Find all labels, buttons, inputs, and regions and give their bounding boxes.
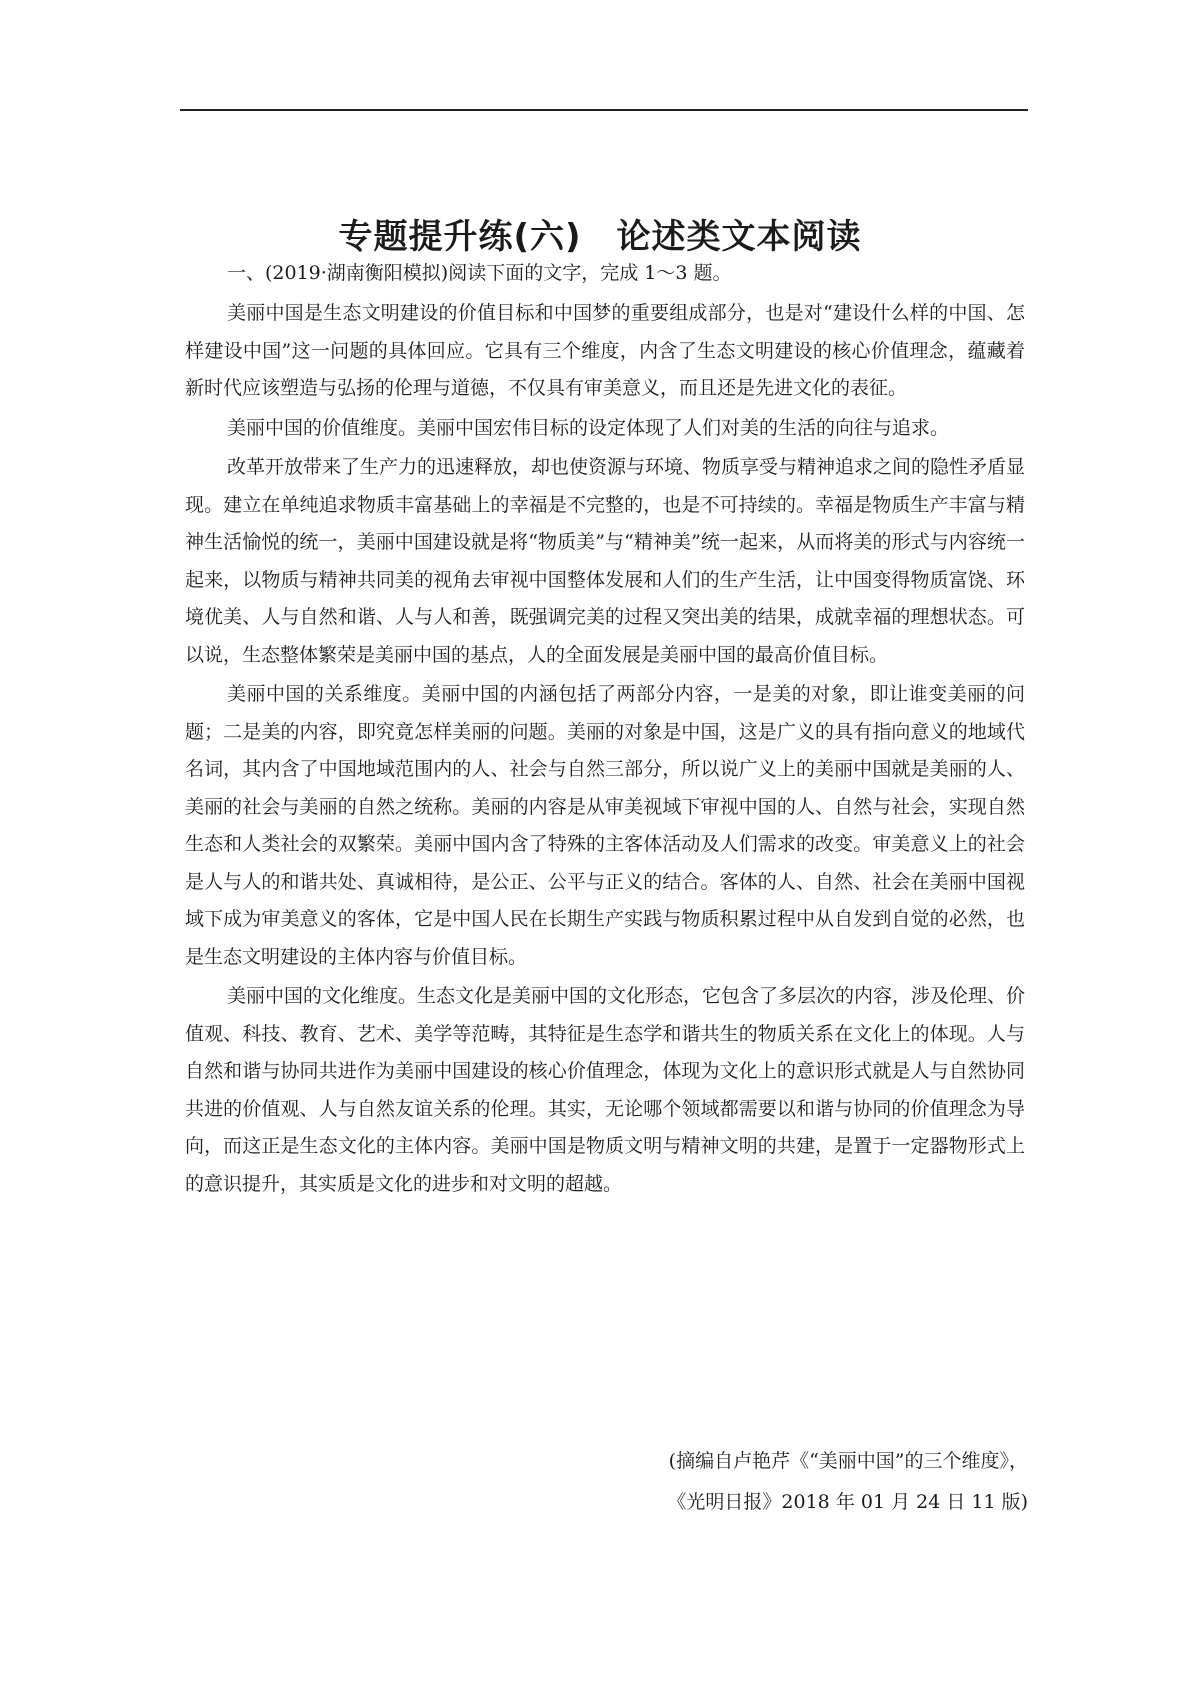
header-rule (180, 109, 1028, 111)
page-title: 专题提升练(六) 论述类文本阅读 (338, 216, 862, 257)
paragraph: 美丽中国的文化维度。生态文化是美丽中国的文化形态，它包含了多层次的内容，涉及伦理、价值观、科技、教育、艺术、美学等范畴，其特征是生态学和谐共生的物质关系在文化上的体现。人与自然和谐与协同共进作为美丽中国建设的核心价值理念，体现为文化上的意识形式就是人与自然协同共进的价值观、人与自然友谊关系的伦理。其实，无论哪个领域都需要以和谐与协同的价值理念为导向，而这正是生态文化的主体内容。美丽中国是物质文明与精神文明的共建，是置于一定器物形式上的意识提升，其实质是文化的进步和对文明的超越。 (185, 985, 1026, 1195)
paragraph: 美丽中国是生态文明建设的价值目标和中国梦的重要组成部分，也是对“建设什么样的中国、怎样建设中国”这一问题的具体回应。它具有三个维度，内含了生态文明建设的核心价值理念，蕴藏着新时代应该塑造与弘扬的伦理与道德，不仅具有审美意义，而且还是先进文化的表征。 (185, 302, 1025, 399)
question-intro: 一、(2019·湖南衡阳模拟)阅读下面的文字，完成 1～3 题。 (227, 262, 732, 284)
article-body (185, 255, 1025, 1203)
paragraph: 美丽中国的关系维度。美丽中国的内涵包括了两部分内容，一是美的对象，即让谁变美丽的问题；二是美的内容，即究竟怎样美丽的问题。美丽的对象是中国，这是广义的具有指向意义的地域代名词，其内含了中国地域范围内的人、社会与自然三部分，所以说广义上的美丽中国就是美丽的人、美丽的社会与美丽的自然之统称。美丽的内容是从审美视域下审视中国的人、自然与社会，实现自然生态和人类社会的双繁荣。美丽中国内含了特殊的主客体活动及人们需求的改变。审美意义上的社会是人与人的和谐共处、真诚相待，是公正、公平与正义的结合。客体的人、自然、社会在美丽中国视域下成为审美意义的客体，它是中国人民在长期生产实践与物质积累过程中从自发到自觉的必然，也是生态文明建设的主体内容与价值目标。 (185, 683, 1025, 968)
source-citation (667, 1441, 1028, 1523)
source-line-2: 《光明日报》2018 年 01 月 24 日 11 版) (667, 1491, 1028, 1513)
paragraph: 改革开放带来了生产力的迅速释放，却也使资源与环境、物质享受与精神追求之间的隐性矛盾显现。建立在单纯追求物质丰富基础上的幸福是不完整的，也是不可持续的。幸福是物质生产丰富与精神生活愉悦的统一，美丽中国建设就是将“物质美”与“精神美”统一起来，从而将美的形式与内容统一起来，以物质与精神共同美的视角去审视中国整体发展和人们的生产生活，让中国变得物质富饶、环境优美、人与自然和谐、人与人和善，既强调完美的过程又突出美的结果，成就幸福的理想状态。可以说，生态整体繁荣是美丽中国的基点，人的全面发展是美丽中国的最高价值目标。 (185, 456, 1026, 666)
paragraph: 美丽中国的价值维度。美丽中国宏伟目标的设定体现了人们对美的生活的向往与追求。 (227, 416, 950, 439)
source-line-1: (摘编自卢艳芹《“美丽中国”的三个维度》， (668, 1450, 1028, 1472)
